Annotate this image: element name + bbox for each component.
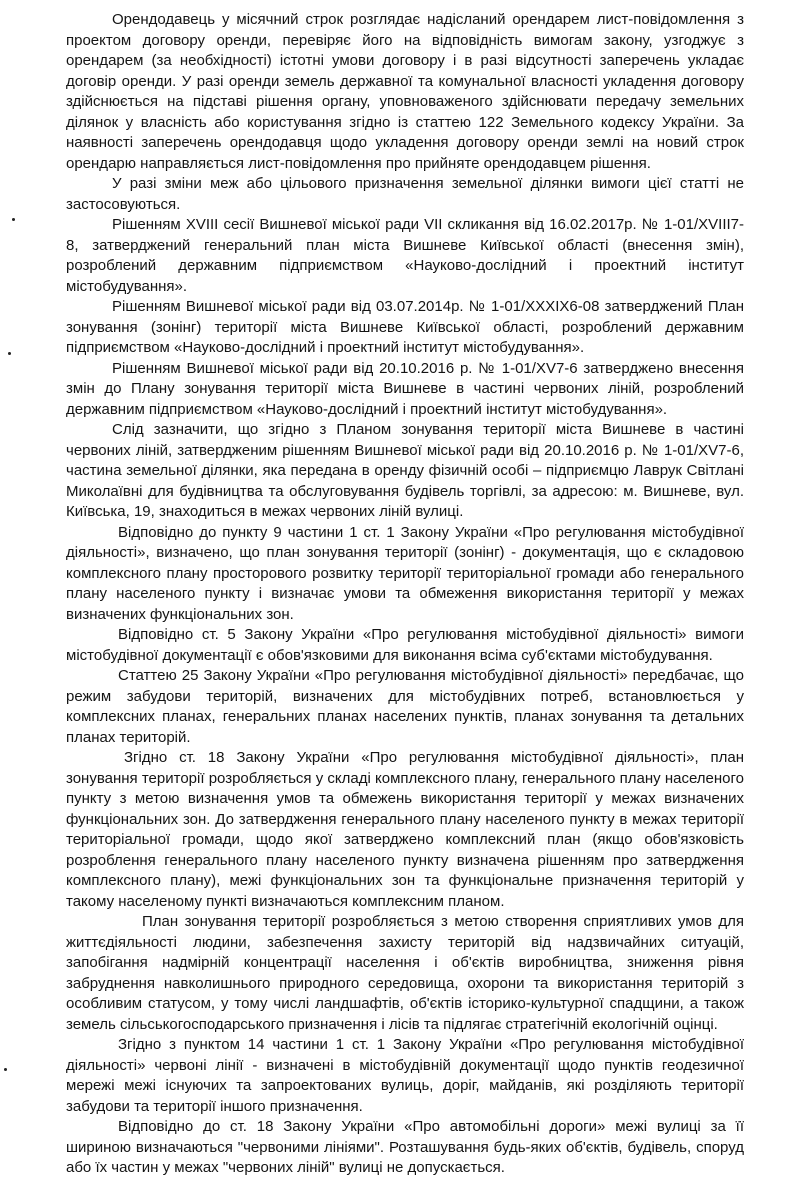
paragraph-zoning-plan-decision: Рішенням Вишневої міської ради від 03.07.2014р. № 1-01/XXXIX6-08 затверджений План зонування (зонінг) території міста Вишневе Київської області, розроблений державним підприємством «Науково-дослідний і проектний інститут містобудування». [66, 298, 744, 356]
paragraph-boundary-change: У разі зміни меж або цільового призначення земельної ділянки вимоги цієї статті не застосовуються. [66, 175, 744, 213]
paragraph-roads-law: Відповідно до ст. 18 Закону України «Про автомобільні дороги» межі вулиці за її шириною визначаються "червоними лініями". Розташування будь-яких об'єктів, будівель, споруд або їх частин у межах "червоних ліній" вулиці не допускається. [66, 1118, 744, 1176]
paragraph-general-plan-decision: Рішенням XVIII сесії Вишневої міської ради VII скликання від 16.02.2017р. № 1-01/XVIII7-8, затверджений генеральний план міста Вишневе Київської області (внесення змін), розроблений державним підприємством «Науково-дослідний і проектний інститут містобудування». [66, 216, 744, 295]
paragraph-red-lines-definition: Згідно з пунктом 14 частини 1 ст. 1 Закону України «Про регулювання містобудівної діяльності» червоні лінії - визначені в містобудівній документації щодо пунктів геодезичної мережі межі існуючих та запроектованих вулиць, доріг, майданів, які розділяють території забудови та території іншого призначення. [66, 1036, 744, 1115]
paragraph-article-5: Відповідно ст. 5 Закону України «Про регулювання містобудівної діяльності» вимоги містобудівної документації є обов'язковими для виконання всіма суб'єктами містобудування. [66, 626, 744, 664]
paragraph-zoning-definition: Відповідно до пункту 9 частини 1 ст. 1 Закону України «Про регулювання містобудівної діяльності», визначено, що план зонування території (зонінг) - документація, що є складовою комплексного плану просторового розвитку території територіальної громади або генерального плану населеного пункту і визначає умови та обмеження використання території у межах визначених функціональних зон. [66, 523, 744, 623]
paragraph-article-25: Статтею 25 Закону України «Про регулювання містобудівної діяльності» передбачає, що режим забудови територій, визначених для містобудівних потреб, встановлюється у комплексних планах, генеральних планах населених пунктів, планах зонування та детальних планах територій. [66, 667, 744, 746]
paragraph-lease-renewal: Орендодавець у місячний строк розглядає надісланий орендарем лист-повідомлення з проектом договору оренди, перевіряє його на відповідність вимогам закону, узгоджує з орендарем (за необхідності) істотні умови договору і в разі відсутності заперечень укладає договір оренди. У разі оренди земель державної та комунальної власності укладення договору здійснюється на підставі рішення органу, уповноваженого здійснювати передачу земельних ділянок у власність або користування згідно із статтею 122 Земельного кодексу України. За наявності заперечень орендодавця щодо укладення договору оренди землі на новий строк орендарю направляється лист-повідомлення про прийняте орендодавцем рішення. [66, 11, 744, 172]
paragraph-land-plot-within-red-lines: Слід зазначити, що згідно з Планом зонування території міста Вишневе в частині червоних ліній, затвердженим рішенням Вишневої міської ради від 20.10.2016 р. № 1-01/XV7-6, частина земельної ділянки, яка передана в оренду фізичній особі – підприємцю Лаврук Світлані Миколаївні для будівництва та обслуговування будівель торгівлі, за адресою: м. Вишневе, вул. Київська, 19, знаходиться в межах червоних ліній вулиці. [66, 421, 744, 520]
paragraph-red-lines-amendment: Рішенням Вишневої міської ради від 20.10.2016 р. № 1-01/XV7-6 затверджено внесення змін до Плану зонування території міста Вишневе в частині червоних ліній, розроблений державним підприємством «Науково-дослідний і проектний інститут містобудування». [66, 359, 744, 418]
paragraph-article-18-zoning: Згідно ст. 18 Закону України «Про регулювання містобудівної діяльності», план зонування території розробляється у складі комплексного плану, генерального плану населеного пункту з метою визначення умов та обмежень використання території у межах визначених функціональних зон. До затвердження генерального плану населеного пункту в межах території територіальної громади, щодо якої затверджено комплексний план (якщо обов'язковість розроблення генерального плану населеного пункту визначена рішенням про затвердження комплексного плану), межі функціональних зон та функціональне призначення територій у такому населеному пункті визначаються комплексним планом. [66, 749, 744, 910]
scan-speck [12, 218, 15, 221]
scan-speck [8, 352, 11, 355]
paragraph-zoning-purpose: План зонування території розробляється з метою створення сприятливих умов для життєдіяльності людини, забезпечення захисту територій від надзвичайних ситуацій, запобігання надмірній концентрації населення і об'єктів виробництва, зниження рівня забруднення навколишнього природного середовища, охорони та використання територій з особливим статусом, у тому числі ландшафтів, об'єктів історико-культурної спадщини, а також земель сільськогосподарського призначення і лісів та підлягає стратегічній екологічній оцінці. [66, 913, 744, 1033]
scan-speck [4, 1068, 7, 1071]
